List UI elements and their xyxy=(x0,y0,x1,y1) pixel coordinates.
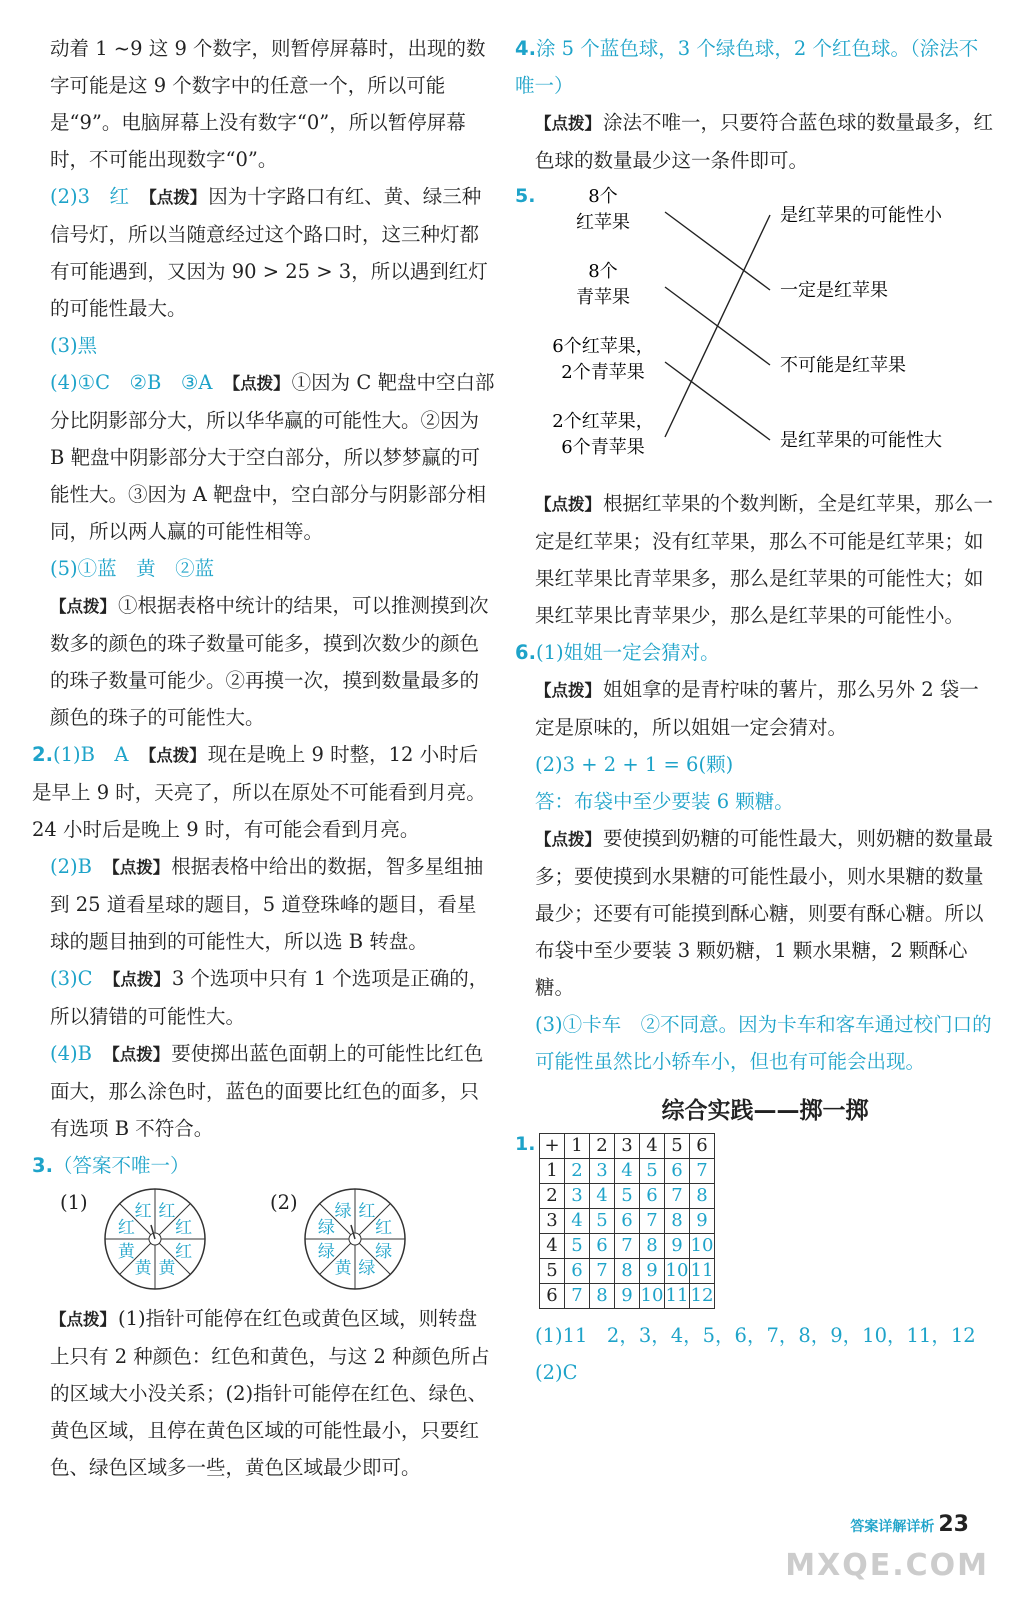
tip-label: 【点拨】 xyxy=(535,114,601,133)
wheel-sector-label: 红 xyxy=(175,1241,193,1262)
table-cell: 4 xyxy=(590,1184,615,1209)
table-header-cell: 3 xyxy=(615,1134,640,1159)
table-row xyxy=(540,1284,715,1309)
tip-text: 要使摸到奶糖的可能性最大，则奶糖的数量最多；要使摸到水果糖的可能性最小，则水果糖的数量最少；还要有可能摸到酥心糖，则要有酥心糖。所以布袋中至少要装 3 颗奶糖，1 颗水果糖，2 颗酥心糖。 xyxy=(535,827,994,999)
q6-1-tip xyxy=(535,671,995,746)
q4-answer xyxy=(515,30,995,104)
table-cell: 6 xyxy=(665,1159,690,1184)
q3-tip xyxy=(50,1300,495,1486)
table-row xyxy=(540,1159,715,1184)
table-cell: 7 xyxy=(615,1234,640,1259)
table-cell: 7 xyxy=(640,1209,665,1234)
table-cell: 6 xyxy=(640,1184,665,1209)
match-left-label: 8个 xyxy=(588,261,618,282)
right-column xyxy=(515,30,995,1391)
tip-text: 姐姐拿的是青柠味的薯片，那么另外 2 袋一定是原味的，所以姐姐一定会猜对。 xyxy=(535,678,979,739)
wheel-2-label: (2) xyxy=(270,1191,298,1214)
wheel-sector-label: 红 xyxy=(375,1218,393,1239)
table-row xyxy=(540,1259,715,1284)
match-left-label: 红苹果 xyxy=(576,212,630,233)
table-cell: 3 xyxy=(565,1184,590,1209)
tip-label: 【点拨】 xyxy=(111,1045,170,1064)
section-title: 综合实践——掷一掷 xyxy=(661,1098,869,1124)
match-right-label: 一定是红苹果 xyxy=(780,280,888,301)
answer: (1)姐姐一定会猜对。 xyxy=(535,641,720,664)
wheel-sector-label: 红 xyxy=(358,1201,376,1222)
left-column xyxy=(32,30,495,1486)
q1-2 xyxy=(50,178,495,327)
wheel-sector-label: 黄 xyxy=(334,1258,352,1279)
q4-tip xyxy=(535,104,995,179)
wheel-sector-label: 黄 xyxy=(117,1241,135,1262)
table-cell: 3 xyxy=(590,1159,615,1184)
q6-2-answer-sentence: 答：布袋中至少要装 6 颗糖。 xyxy=(535,790,794,813)
tip-text: ①因为 C 靶盘中空白部分比阴影部分大，所以华华赢的可能性大。②因为 B 靶盘中阴影部分大于空白部分，所以梦梦赢的可能性大。③因为 A 靶盘中，空白部分与阴影部分相同，所以两人赢的可能性相等。 xyxy=(50,371,495,543)
answer: (1)B A xyxy=(52,743,129,766)
footer-label: 答案详解详析 xyxy=(850,1519,935,1535)
table-cell: 9 xyxy=(640,1259,665,1284)
intro-paragraph: 动着 1 ~9 这 9 个数字，则暂停屏幕时，出现的数字可能是这 9 个数字中的任意一个，所以可能是“9”。电脑屏幕上没有数字“0”，所以暂停屏幕时，不可能出现数字“0”。 xyxy=(50,37,486,171)
match-line xyxy=(665,215,770,437)
q6-1 xyxy=(515,634,995,671)
table-cell: 11 xyxy=(690,1259,715,1284)
answer: （答案不唯一） xyxy=(52,1154,190,1177)
spinner-wheel-2 xyxy=(300,1184,410,1294)
q1-4 xyxy=(50,364,495,550)
table-cell: 10 xyxy=(640,1284,665,1309)
table-cell: 12 xyxy=(690,1284,715,1309)
wheel-sector-label: 绿 xyxy=(375,1241,393,1262)
page-number: 23 xyxy=(938,1512,969,1537)
q6-number: 6. xyxy=(515,641,536,664)
wheel-sector-label: 红 xyxy=(134,1201,152,1222)
q6-3-answer: (3)①卡车 ②不同意。因为卡车和客车通过校门口的可能性虽然比小轿车小，但也有可能会出现。 xyxy=(535,1013,992,1073)
wheel-1-label: (1) xyxy=(60,1191,88,1214)
q1-3: (3)黑 xyxy=(50,334,98,357)
spinner-wheel-1 xyxy=(100,1184,210,1294)
table-cell: 7 xyxy=(690,1159,715,1184)
table-header-cell: 1 xyxy=(565,1134,590,1159)
tip-label: 【点拨】 xyxy=(148,746,206,765)
answer: (2)3 红 xyxy=(50,185,130,208)
table-cell: 4 xyxy=(615,1159,640,1184)
tip-text: 根据表格中给出的数据，智多星组抽到 25 道看星球的题目，5 道登珠峰的题目，看星球的题目抽到的可能性大，所以选 B 转盘。 xyxy=(50,855,484,953)
match-right-label: 不可能是红苹果 xyxy=(780,355,906,376)
watermark: MXQE.COM xyxy=(785,1548,989,1583)
match-right-label: 是红苹果的可能性大 xyxy=(780,430,942,451)
table-cell: 1 xyxy=(540,1159,565,1184)
table-cell: 9 xyxy=(690,1209,715,1234)
tip-label: 【点拨】 xyxy=(535,830,601,849)
table-cell: 6 xyxy=(565,1259,590,1284)
q2-3 xyxy=(50,960,495,1035)
s1-2-answer: (2)C xyxy=(535,1361,578,1384)
table-cell: 5 xyxy=(540,1259,565,1284)
match-left-label: 青苹果 xyxy=(576,287,630,308)
q1-5-tip xyxy=(50,587,495,736)
table-cell: 4 xyxy=(565,1209,590,1234)
spinner-wheels xyxy=(50,1184,495,1294)
s1-block xyxy=(515,1133,995,1309)
table-cell: 11 xyxy=(665,1284,690,1309)
tip-label: 【点拨】 xyxy=(50,597,116,616)
table-cell: 10 xyxy=(665,1259,690,1284)
table-cell: 10 xyxy=(690,1234,715,1259)
matching-diagram xyxy=(535,185,995,485)
q6-2-answer: (2)3 + 2 + 1 = 6(颗) xyxy=(535,753,734,776)
table-row xyxy=(540,1184,715,1209)
q4-number: 4. xyxy=(515,37,536,60)
table-cell: 2 xyxy=(540,1184,565,1209)
tip-text: 涂法不唯一，只要符合蓝色球的数量最多，红色球的数量最少这一条件即可。 xyxy=(535,111,994,172)
answer: (3)C xyxy=(50,967,93,990)
q5-tip xyxy=(535,485,995,634)
q3-head xyxy=(32,1147,495,1184)
table-cell: 9 xyxy=(615,1284,640,1309)
match-left-label: 6个青苹果 xyxy=(561,437,645,458)
answer: (2)B xyxy=(50,855,92,878)
table-cell: 5 xyxy=(565,1234,590,1259)
q5-number: 5. xyxy=(515,185,536,207)
q6-2-tip xyxy=(535,820,995,1006)
s1-1-answer: (1)11 2，3，4，5，6，7，8，9，10，11，12 xyxy=(535,1324,976,1347)
tip-text: 要使掷出蓝色面朝上的可能性比红色面大，那么涂色时，蓝色的面要比红色的面多，只有选项 B 不符合。 xyxy=(50,1042,484,1140)
tip-label: 【点拨】 xyxy=(148,188,207,207)
table-cell: 7 xyxy=(565,1284,590,1309)
table-cell: 5 xyxy=(590,1209,615,1234)
table-row xyxy=(540,1209,715,1234)
addition-table xyxy=(539,1133,715,1309)
wheel-sector-label: 绿 xyxy=(358,1258,376,1279)
tip-label: 【点拨】 xyxy=(111,858,170,877)
match-left-label: 8个 xyxy=(588,186,618,207)
match-left-label: 2个红苹果， xyxy=(552,411,654,432)
table-cell: 6 xyxy=(590,1234,615,1259)
match-line xyxy=(665,362,770,440)
tip-text: 现在是晚上 9 时整，12 小时后是早上 9 时，天亮了，所以在原处不可能看到月亮。24 小时后是晚上 9 时，有可能会看到月亮。 xyxy=(32,743,486,841)
wheel-sector-label: 红 xyxy=(117,1218,135,1239)
tip-label: 【点拨】 xyxy=(535,681,601,700)
tip-label: 【点拨】 xyxy=(112,970,170,989)
table-header-cell: + xyxy=(540,1134,565,1159)
tip-text: 根据红苹果的个数判断，全是红苹果，那么一定是红苹果；没有红苹果，那么不可能是红苹果；如果红苹果比青苹果多，那么是红苹果的可能性大；如果红苹果比青苹果少，那么是红苹果的可能性小。 xyxy=(535,492,994,627)
q5-matching xyxy=(515,185,995,485)
wheel-sector-label: 黄 xyxy=(158,1258,176,1279)
answer: (4)①C ②B ③A xyxy=(50,371,213,394)
answer: (4)B xyxy=(50,1042,92,1065)
table-cell: 5 xyxy=(640,1159,665,1184)
table-header-cell: 5 xyxy=(665,1134,690,1159)
tip-label: 【点拨】 xyxy=(231,374,290,393)
tip-text: 因为十字路口有红、黄、绿三种信号灯，所以当随意经过这个路口时，这三种灯都有可能遇到，又因为 90 > 25 > 3，所以遇到红灯的可能性最大。 xyxy=(50,185,488,320)
table-cell: 5 xyxy=(615,1184,640,1209)
table-cell: 9 xyxy=(665,1234,690,1259)
table-cell: 8 xyxy=(665,1209,690,1234)
table-cell: 8 xyxy=(690,1184,715,1209)
q1-5-answer: (5)①蓝 黄 ②蓝 xyxy=(50,557,215,580)
table-cell: 7 xyxy=(665,1184,690,1209)
table-header-cell: 2 xyxy=(590,1134,615,1159)
q3-number: 3. xyxy=(32,1154,53,1177)
q2-1 xyxy=(32,736,495,848)
page-footer xyxy=(850,1512,969,1537)
tip-label: 【点拨】 xyxy=(50,1310,116,1329)
table-cell: 6 xyxy=(615,1209,640,1234)
table-cell: 8 xyxy=(640,1234,665,1259)
table-cell: 6 xyxy=(540,1284,565,1309)
match-left-label: 2个青苹果 xyxy=(561,362,645,383)
wheel-sector-label: 黄 xyxy=(134,1258,152,1279)
table-cell: 2 xyxy=(565,1159,590,1184)
s1-number: 1. xyxy=(515,1133,536,1155)
wheel-sector-label: 绿 xyxy=(317,1218,335,1239)
q2-4 xyxy=(50,1035,495,1147)
q2-2 xyxy=(50,848,495,960)
wheel-sector-label: 绿 xyxy=(334,1201,352,1222)
table-header-cell: 4 xyxy=(640,1134,665,1159)
match-left-label: 6个红苹果， xyxy=(552,336,654,357)
tip-label: 【点拨】 xyxy=(535,495,601,514)
wheel-sector-label: 红 xyxy=(175,1218,193,1239)
table-header-cell: 6 xyxy=(690,1134,715,1159)
match-line xyxy=(665,212,770,290)
wheel-sector-label: 绿 xyxy=(317,1241,335,1262)
q2-number: 2. xyxy=(32,743,53,766)
tip-text: ①根据表格中统计的结果，可以推测摸到次数多的颜色的珠子数量可能多，摸到次数少的颜色的珠子数量可能少。②再摸一次，摸到数量最多的颜色的珠子的可能性大。 xyxy=(50,594,489,729)
wheel-sector-label: 红 xyxy=(158,1201,176,1222)
table-cell: 3 xyxy=(540,1209,565,1234)
table-cell: 8 xyxy=(590,1284,615,1309)
tip-text: 3 个选项中只有 1 个选项是正确的，所以猜错的可能性大。 xyxy=(50,967,489,1028)
answer: 涂 5 个蓝色球，3 个绿色球，2 个红色球。（涂法不唯一） xyxy=(515,37,979,97)
match-right-label: 是红苹果的可能性小 xyxy=(780,205,942,226)
table-cell: 4 xyxy=(540,1234,565,1259)
table-row xyxy=(540,1234,715,1259)
table-cell: 7 xyxy=(590,1259,615,1284)
table-cell: 8 xyxy=(615,1259,640,1284)
tip-text: (1)指针可能停在红色或黄色区域，则转盘上只有 2 种颜色：红色和黄色，与这 2 种颜色所占的区域大小没关系；(2)指针可能停在红色、绿色、黄色区域，且停在黄色区域的可能性最小，只要红色、绿色区域多一些，黄色区域最少即可。 xyxy=(50,1307,490,1479)
